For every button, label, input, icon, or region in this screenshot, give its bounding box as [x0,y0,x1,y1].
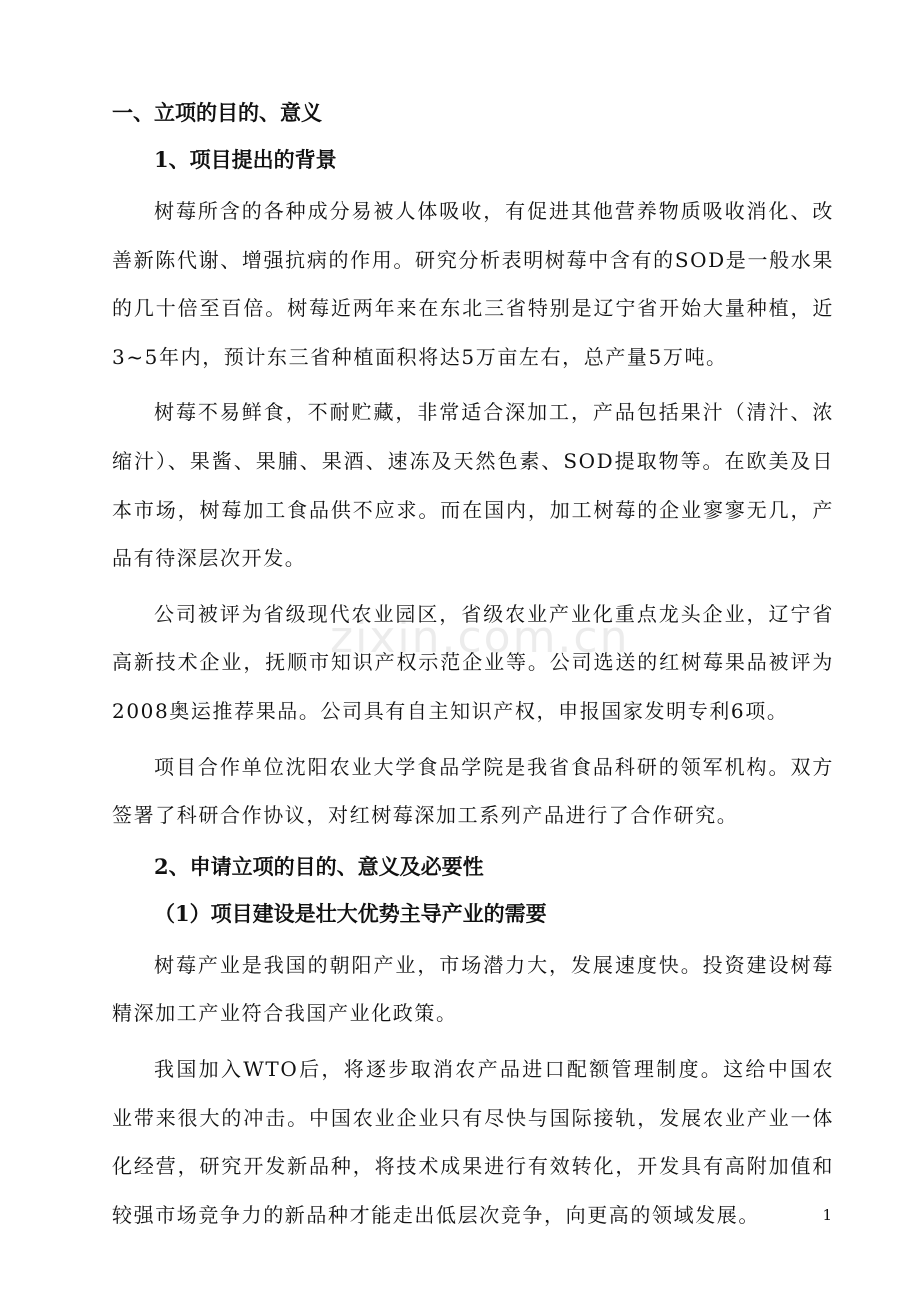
paragraph-sunrise-industry: 树莓产业是我国的朝阳产业，市场潜力大，发展速度快。投资建设树莓精深加工产业符合我国产业化政策。 [112,952,834,1026]
paragraph-cooperation-partner: 项目合作单位沈阳农业大学食品学院是我省食品科研的领军机构。双方签署了科研合作协议，对红树莓深加工系列产品进行了合作研究。 [112,754,834,828]
section-heading-purpose: 一、立项的目的、意义 [112,100,322,125]
subsection-heading-necessity: 2、申请立项的目的、意义及必要性 [154,853,484,879]
subsubsection-heading-industry: （1）项目建设是壮大优势主导产业的需要 [154,900,547,926]
document-body [112,93,834,1246]
page-number: 1 [822,1206,832,1224]
subsection-heading-background: 1、项目提出的背景 [154,147,337,172]
paragraph-raspberry-nutrition: 树莓所含的各种成分易被人体吸收，有促进其他营养物质吸收消化、改善新陈代谢、增强抗病的作用。研究分析表明树莓中含有的SOD是一般水果的几十倍至百倍。树莓近两年来在东北三省特别是辽宁省开始大量种植，近3~5年内，预计东三省种植面积将达5万亩左右，总产量5万吨。 [112,199,834,369]
paragraph-company-honors: 公司被评为省级现代农业园区，省级农业产业化重点龙头企业，辽宁省高新技术企业，抚顺市知识产权示范企业等。公司选送的红树莓果品被评为2008奥运推荐果品。公司具有自主知识产权，申报国家发明专利6项。 [112,601,834,723]
paragraph-processing-products: 树莓不易鲜食，不耐贮藏，非常适合深加工，产品包括果汁（清汁、浓缩汁）、果酱、果脯、果酒、速冻及天然色素、SOD提取物等。在欧美及日本市场，树莓加工食品供不应求。而在国内，加工树莓的企业寥寥无几，产品有待深层次开发。 [112,400,834,571]
watermark: zixin.com.cn [330,612,630,663]
paragraph-wto-impact: 我国加入WTO后，将逐步取消农产品进口配额管理制度。这给中国农业带来很大的冲击。中国农业企业只有尽快与国际接轨，发展农业产业一体化经营，研究开发新品种，将技术成果进行有效转化，开发具有高附加值和较强市场竞争力的新品种才能走出低层次竞争，向更高的领域发展。 [112,1056,834,1227]
